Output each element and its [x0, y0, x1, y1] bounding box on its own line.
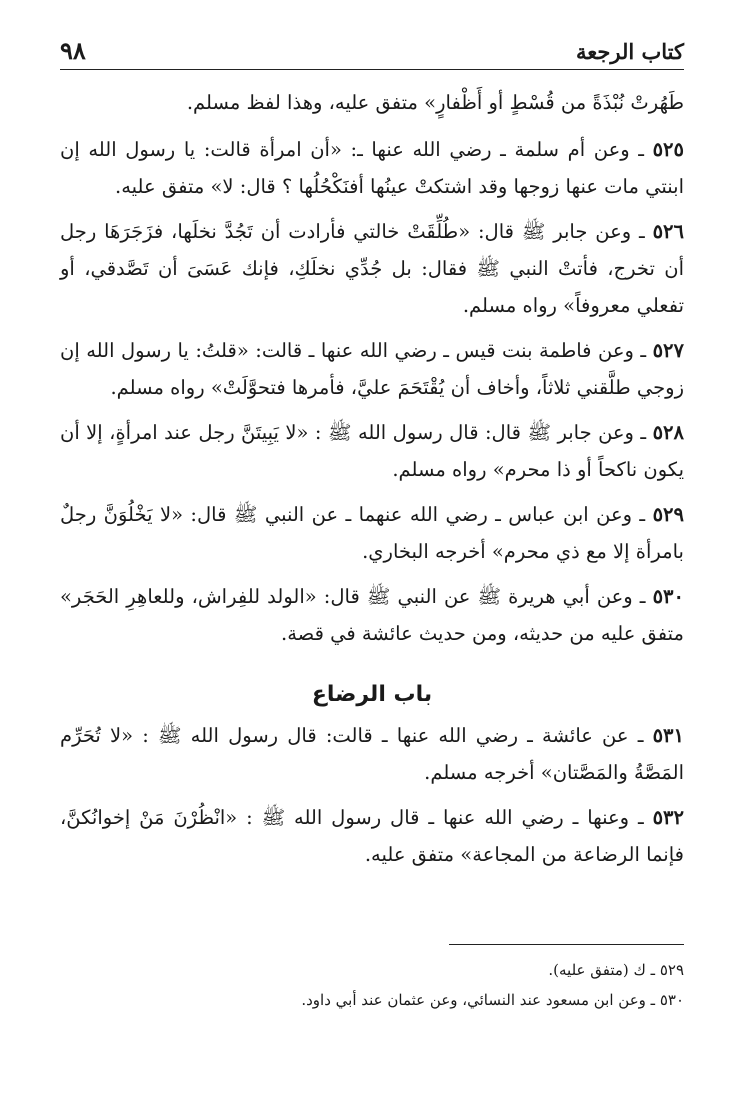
- footnote-divider: [449, 944, 684, 945]
- paragraph-continuation: [60, 84, 684, 121]
- hadith-532: [60, 799, 684, 873]
- hadith-number: ٥٣١: [652, 724, 684, 747]
- chapter-title: باب الرضاع: [311, 682, 433, 707]
- hadith-528: [60, 414, 684, 488]
- running-title: كتاب الرجعة: [575, 39, 684, 64]
- footnotes: [60, 944, 684, 1015]
- hadith-text: ـ وعنها ـ رضي الله عنها ـ قال رسول الله ﷺ : «انْظُرْنَ مَنْ إخوانُكنَّ، فإنما الرضاعة من المجاعة» متفق عليه.: [60, 806, 684, 866]
- hadith-number: ٥٢٨: [652, 421, 684, 444]
- hadith-531: [60, 717, 684, 791]
- hadith-text: ـ وعن جابر ﷺ قال: «طُلِّقَتْ خالتي فأرادت أن تَجُدَّ نخلَها، فزَجَرَهَا رجل أن تخرج، فأتتْ النبي ﷺ فقال: بل جُدِّي نخلَكِ، فإنك عَسَىَ أن تَصَّدقي، أو تفعلي معروفاً» رواه مسلم.: [60, 220, 684, 317]
- hadith-text: ـ وعن أم سلمة ـ رضي الله عنها ـ: «أن امرأة قالت: يا رسول الله إن ابنتي مات عنها زوجها وقد اشتكتْ عينُها أفنَكْحُلُها ؟ قال: لا» متفق عليه.: [60, 138, 684, 198]
- hadith-number: ٥٢٦: [652, 220, 684, 243]
- hadith-527: [60, 332, 684, 406]
- hadith-text: ـ وعن أبي هريرة ﷺ عن النبي ﷺ قال: «الولد للفِراش، وللعاهِرِ الحَجَر» متفق عليه من حديثه، ومن حديث عائشة في قصة.: [60, 585, 684, 645]
- hadith-number: ٥٢٥: [652, 138, 684, 161]
- hadith-text: ـ عن عائشة ـ رضي الله عنها ـ قالت: قال رسول الله ﷺ : «لا تُحَرِّم المَصَّةُ والمَصَّتان» أخرجه مسلم.: [60, 724, 684, 784]
- footnote: ٥٢٩ ـ ك (متفق عليه).: [548, 961, 684, 979]
- hadith-text: ـ وعن فاطمة بنت قيس ـ رضي الله عنها ـ قالت: «قلتُ: يا رسول الله إن زوجي طلَّقني ثلاثاً، وأخاف أن يُقْتَحَمَ عليَّ، فأمرها فتحوَّلَتْ» رواه مسلم.: [60, 339, 684, 399]
- hadith-number: ٥٢٧: [652, 339, 684, 362]
- hadith-529: [60, 496, 684, 570]
- hadith-number: ٥٣٠: [652, 585, 684, 608]
- hadith-text: ـ وعن جابر ﷺ قال: قال رسول الله ﷺ : «لا يَبِيتَنَّ رجل عند امرأةٍ، إلا أن يكون ناكحاً أو ذا محرم» رواه مسلم.: [60, 421, 684, 481]
- page-body: [60, 84, 684, 873]
- footnote: ٥٣٠ ـ وعن ابن مسعود عند النسائي، وعن عثمان عند أبي داود.: [301, 991, 684, 1009]
- hadith-530: [60, 578, 684, 652]
- page-header: [60, 36, 684, 70]
- page-number: ٩٨: [60, 36, 86, 65]
- hadith-text: ـ وعن ابن عباس ـ رضي الله عنهما ـ عن النبي ﷺ قال: «لا يَخْلُوَنَّ رجلٌ بامرأة إلا مع ذي محرم» أخرجه البخاري.: [60, 503, 684, 563]
- hadith-number: ٥٢٩: [652, 503, 684, 526]
- hadith-525: [60, 131, 684, 205]
- paragraph-text: طَهُرتْ نُبْذَةً من قُسْطٍ أو أَظْفارٍ» متفق عليه، وهذا لفظ مسلم.: [186, 91, 684, 114]
- hadith-526: [60, 213, 684, 324]
- hadith-number: ٥٣٢: [652, 806, 684, 829]
